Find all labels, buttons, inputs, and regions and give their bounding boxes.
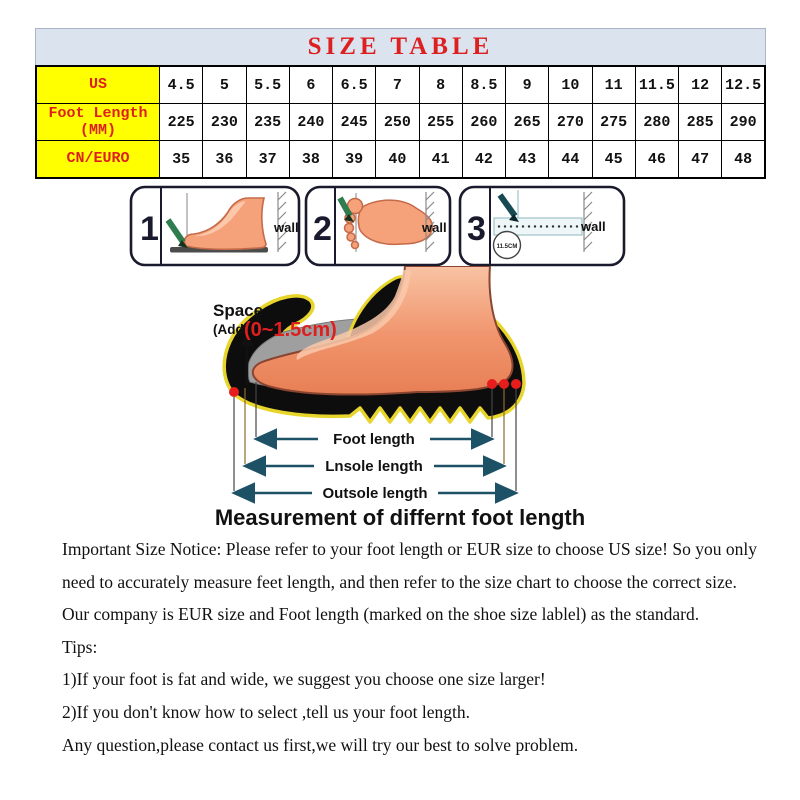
- size-table: [35, 65, 766, 179]
- diagram-heading: Measurement of differnt foot length: [214, 505, 586, 530]
- wall-label: wall: [422, 220, 447, 235]
- size-cell: 10: [549, 66, 592, 104]
- notice-line: 1)If your foot is fat and wide, we suggest you choose one size larger!: [62, 669, 546, 690]
- notice-line: Important Size Notice: Please refer to your foot length or EUR size to choose US size! So you only: [62, 539, 757, 559]
- size-cell: 11.5: [635, 66, 678, 104]
- size-cell: 37: [246, 141, 289, 179]
- size-cell: 225: [160, 104, 203, 141]
- size-cell: 43: [506, 141, 549, 179]
- notice-line: Any question,please contact us first,we will try our best to solve problem.: [62, 734, 579, 755]
- insole-length-label: Lnsole length: [325, 458, 423, 475]
- row-label: US: [36, 66, 160, 104]
- size-cell: 285: [679, 104, 722, 141]
- size-cell: 8.5: [462, 66, 505, 104]
- size-cell: 270: [549, 104, 592, 141]
- wall-label: wall: [581, 219, 606, 234]
- step-2-number: 2: [313, 210, 332, 248]
- size-cell: 265: [506, 104, 549, 141]
- size-cell: 47: [679, 141, 722, 179]
- size-cell: 38: [289, 141, 332, 179]
- step-1-number: 1: [140, 210, 159, 248]
- size-cell: 6: [289, 66, 332, 104]
- notice-line: need to accurately measure feet length, and then refer to the size chart to choose the correct size.: [62, 571, 737, 592]
- size-cell: 44: [549, 141, 592, 179]
- size-cell: 240: [289, 104, 332, 141]
- foot-length-diagram: [150, 266, 650, 508]
- size-cell: 48: [722, 141, 765, 179]
- size-table-body: [36, 66, 765, 178]
- size-cell: 5.5: [246, 66, 289, 104]
- size-cell: 290: [722, 104, 765, 141]
- size-cell: 12.5: [722, 66, 765, 104]
- row-label: Foot Length (MM): [36, 104, 160, 141]
- length-labels: [312, 430, 438, 502]
- size-cell: 40: [376, 141, 419, 179]
- table-row: [36, 141, 765, 179]
- size-cell: 41: [419, 141, 462, 179]
- size-cell: 11: [592, 66, 635, 104]
- size-cell: 8: [419, 66, 462, 104]
- outsole-length-label: Outsole length: [322, 485, 428, 502]
- size-cell: 45: [592, 141, 635, 179]
- table-row: [36, 66, 765, 104]
- size-cell: 42: [462, 141, 505, 179]
- table-row: [36, 104, 765, 141]
- size-cell: 6.5: [333, 66, 376, 104]
- size-cell: 280: [635, 104, 678, 141]
- notice-line: Tips:: [62, 636, 98, 657]
- step-3-number: 3: [467, 210, 486, 248]
- notice-line: 2)If you don't know how to select ,tell us your foot length.: [62, 701, 471, 722]
- space-prefix: (Add: [213, 322, 244, 337]
- space-value: (0~1.5cm): [244, 319, 337, 341]
- size-cell: 260: [462, 104, 505, 141]
- size-cell: 5: [203, 66, 246, 104]
- step-3-box: [460, 187, 624, 265]
- size-cell: 235: [246, 104, 289, 141]
- size-table-section: [35, 28, 766, 179]
- size-cell: 4.5: [160, 66, 203, 104]
- size-cell: 250: [376, 104, 419, 141]
- size-cell: 39: [333, 141, 376, 179]
- wall-label: wall: [274, 220, 299, 235]
- step-2-box: [306, 187, 450, 265]
- size-cell: 35: [160, 141, 203, 179]
- step-1-box: [131, 187, 299, 265]
- foot-length-label: Foot length: [333, 431, 415, 448]
- notice-line: Our company is EUR size and Foot length (marked on the shoe size lablel) as the standard.: [62, 604, 700, 625]
- size-cell: 275: [592, 104, 635, 141]
- size-notice: [62, 533, 762, 761]
- ruler-mark-label: 11.5CM: [496, 244, 518, 250]
- size-cell: 12: [679, 66, 722, 104]
- row-label: CN/EURO: [36, 141, 160, 179]
- space-title: Space: [213, 301, 264, 320]
- size-table-title: SIZE TABLE: [35, 28, 766, 65]
- size-cell: 36: [203, 141, 246, 179]
- measurement-steps-illustration: [128, 184, 628, 270]
- size-cell: 255: [419, 104, 462, 141]
- size-cell: 9: [506, 66, 549, 104]
- size-cell: 46: [635, 141, 678, 179]
- size-cell: 230: [203, 104, 246, 141]
- size-cell: 245: [333, 104, 376, 141]
- size-cell: 7: [376, 66, 419, 104]
